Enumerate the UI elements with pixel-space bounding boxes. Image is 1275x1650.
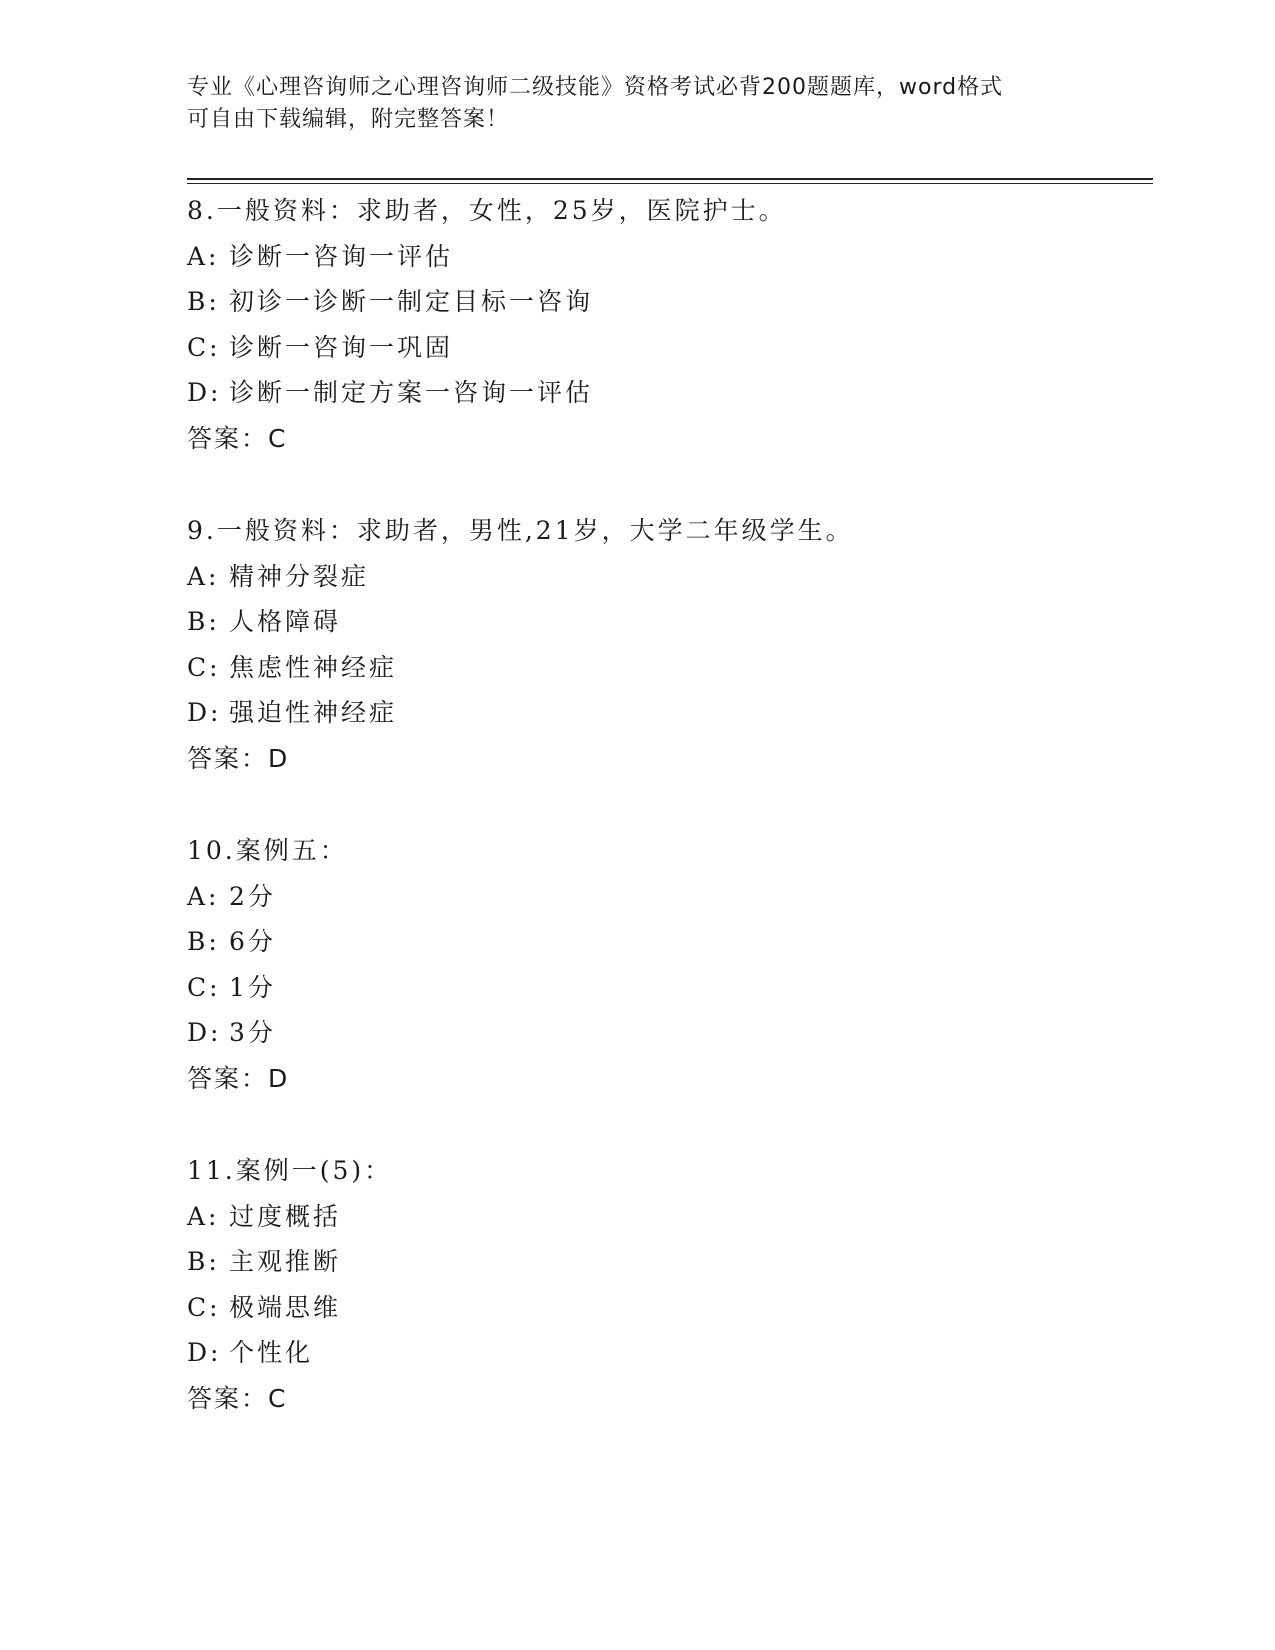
- option-d: [187, 690, 1147, 736]
- header-title-line-2: 可自由下载编辑，附完整答案！: [187, 107, 510, 132]
- option-b: [187, 1239, 1147, 1285]
- option-key: B:: [187, 927, 220, 956]
- option-key: A:: [187, 881, 220, 911]
- option-b: [187, 919, 1147, 965]
- header-title-line-1: 专业《心理咨询师之心理咨询师二级技能》资格考试必背200题题库，word格式: [187, 75, 1004, 100]
- option-text: 6分: [229, 927, 276, 956]
- question-item-9: [187, 508, 1147, 781]
- option-c: [187, 645, 1147, 691]
- document-header: [187, 72, 1067, 136]
- option-text: 过度概括: [229, 1201, 342, 1231]
- question-title: 8.一般资料：求助者，女性，25岁，医院护士。: [187, 196, 787, 225]
- option-key: D:: [187, 698, 222, 727]
- option-text: 精神分裂症: [229, 561, 370, 591]
- header-divider-thin: [187, 183, 1153, 184]
- option-text: 1分: [229, 972, 276, 1002]
- option-text: 诊断一咨询一巩固: [229, 332, 454, 362]
- option-text: 3分: [229, 1018, 276, 1047]
- option-key: D:: [187, 378, 222, 407]
- option-b: [187, 599, 1147, 645]
- option-key: A:: [187, 241, 220, 271]
- option-a: [187, 554, 1147, 600]
- option-key: D:: [187, 1338, 222, 1367]
- option-a: [187, 1194, 1147, 1240]
- option-key: A:: [187, 561, 220, 591]
- option-key: B:: [187, 287, 220, 316]
- question-title: 10.案例五：: [187, 836, 348, 865]
- option-c: [187, 325, 1147, 371]
- option-key: B:: [187, 607, 220, 636]
- answer-line: 答案：D: [187, 743, 290, 773]
- option-text: 2分: [229, 881, 276, 911]
- answer-line: 答案：D: [187, 1063, 290, 1093]
- question-item-8: [187, 188, 1147, 461]
- option-key: C:: [187, 972, 221, 1002]
- option-key: D:: [187, 1018, 222, 1047]
- option-d: [187, 1010, 1147, 1056]
- option-a: [187, 234, 1147, 280]
- question-title: 9.一般资料：求助者，男性,21岁，大学二年级学生。: [187, 516, 854, 545]
- option-text: 诊断一制定方案一咨询一评估: [229, 378, 594, 407]
- option-key: C:: [187, 1292, 221, 1322]
- option-text: 初诊一诊断一制定目标一咨询: [229, 287, 594, 316]
- question-title: 11.案例一(5)：: [187, 1156, 393, 1185]
- option-text: 个性化: [229, 1338, 314, 1367]
- option-text: 人格障碍: [229, 607, 342, 636]
- option-key: C:: [187, 332, 221, 362]
- option-key: A:: [187, 1201, 220, 1231]
- option-d: [187, 1330, 1147, 1376]
- question-item-10: [187, 828, 1147, 1101]
- option-text: 主观推断: [229, 1247, 342, 1276]
- option-text: 强迫性神经症: [229, 698, 398, 727]
- option-text: 焦虑性神经症: [229, 652, 398, 682]
- option-c: [187, 965, 1147, 1011]
- option-b: [187, 279, 1147, 325]
- answer-line: 答案：C: [187, 1383, 288, 1413]
- question-list: [187, 188, 1147, 1468]
- option-text: 诊断一咨询一评估: [229, 241, 454, 271]
- option-c: [187, 1285, 1147, 1331]
- question-item-11: [187, 1148, 1147, 1421]
- option-key: B:: [187, 1247, 220, 1276]
- option-text: 极端思维: [229, 1292, 342, 1322]
- option-key: C:: [187, 652, 221, 682]
- option-d: [187, 370, 1147, 416]
- answer-line: 答案：C: [187, 423, 288, 453]
- option-a: [187, 874, 1147, 920]
- header-divider-thick: [187, 178, 1153, 180]
